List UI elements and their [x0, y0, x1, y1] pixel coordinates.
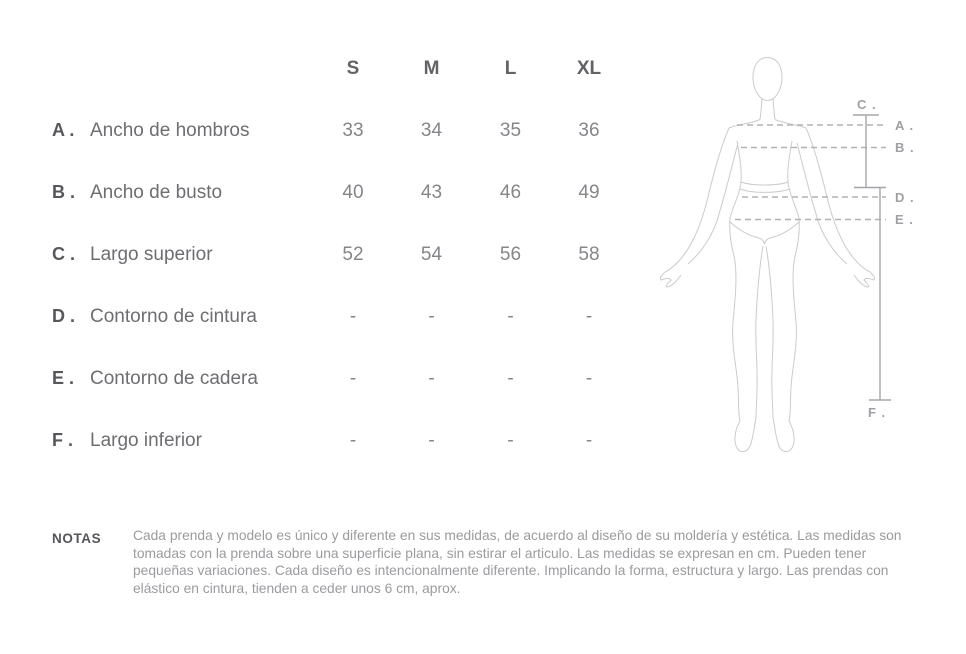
mannequin-figure [660, 58, 874, 452]
figure-label-e: E . [895, 212, 914, 227]
value-cell: 43 [420, 182, 443, 203]
value-cell: - [349, 430, 357, 451]
row-label: Ancho de hombros [90, 120, 250, 141]
value-cell: 56 [499, 244, 522, 265]
size-header-l: L [504, 58, 517, 79]
value-cell: 52 [342, 244, 364, 265]
row-letter: A . [52, 120, 75, 140]
row-label: Largo superior [90, 244, 213, 265]
notes-body: Cada prenda y modelo es único y diferente en sus medidas, de acuerdo al diseño de su moldería y estética. Las medidas son tomadas con la prenda sobre una superficie plana, sin estirar el articulo. Las medidas se expresan en cm. Pueden tener pequeñas variaciones. Cada diseño es intencionalmente diferente. Implicando la forma, estructura y largo. Las prendas con elástico en cintura, tienden a ceder unos 6 cm, aprox. [133, 528, 902, 596]
measure-line-c [853, 115, 886, 188]
value-cell: - [585, 368, 593, 389]
value-cell: - [428, 306, 435, 327]
size-header-m: M [423, 58, 440, 79]
row-label: Ancho de busto [90, 182, 223, 203]
row-label: Contorno de cintura [90, 306, 257, 327]
value-cell: - [428, 368, 435, 389]
figure-label-c: C . [857, 97, 877, 112]
measurement-diagram [640, 40, 966, 470]
table-row-label [52, 368, 314, 390]
value-cell: 36 [578, 120, 600, 141]
value-cell: - [585, 306, 593, 327]
table-row-label [52, 430, 314, 452]
value-cell: - [349, 306, 357, 327]
value-cell: 34 [420, 120, 443, 141]
table-row-label [52, 244, 314, 266]
row-letter: F . [52, 430, 73, 450]
row-letter: C . [52, 244, 76, 264]
value-cell: - [585, 430, 593, 451]
row-label: Largo inferior [90, 430, 202, 451]
value-cell: 33 [342, 120, 364, 141]
value-cell: - [507, 430, 514, 451]
table-row-label [52, 306, 314, 328]
value-cell: - [349, 368, 357, 389]
figure-label-f: F . [868, 405, 887, 420]
size-table [52, 38, 628, 472]
table-row-label [52, 182, 314, 204]
figure-label-d: D . [895, 190, 915, 205]
value-cell: 40 [342, 182, 364, 203]
notes-heading: NOTAS [52, 531, 102, 546]
row-letter: E . [52, 368, 75, 388]
value-cell: 35 [499, 120, 522, 141]
value-cell: - [428, 430, 435, 451]
value-cell: 49 [578, 182, 600, 203]
figure-label-b: B . [895, 140, 915, 155]
value-cell: 46 [499, 182, 522, 203]
measure-line-f [869, 188, 891, 401]
size-header-s: S [346, 58, 360, 79]
row-label: Contorno de cadera [90, 368, 258, 389]
value-cell: - [507, 368, 514, 389]
value-cell: - [507, 306, 514, 327]
figure-label-a: A . [895, 118, 915, 133]
value-cell: 54 [420, 244, 443, 265]
row-letter: D . [52, 306, 76, 326]
size-header-xl: XL [576, 58, 602, 79]
row-letter: B . [52, 182, 76, 202]
value-cell: 58 [578, 244, 600, 265]
table-row-label [52, 120, 314, 142]
